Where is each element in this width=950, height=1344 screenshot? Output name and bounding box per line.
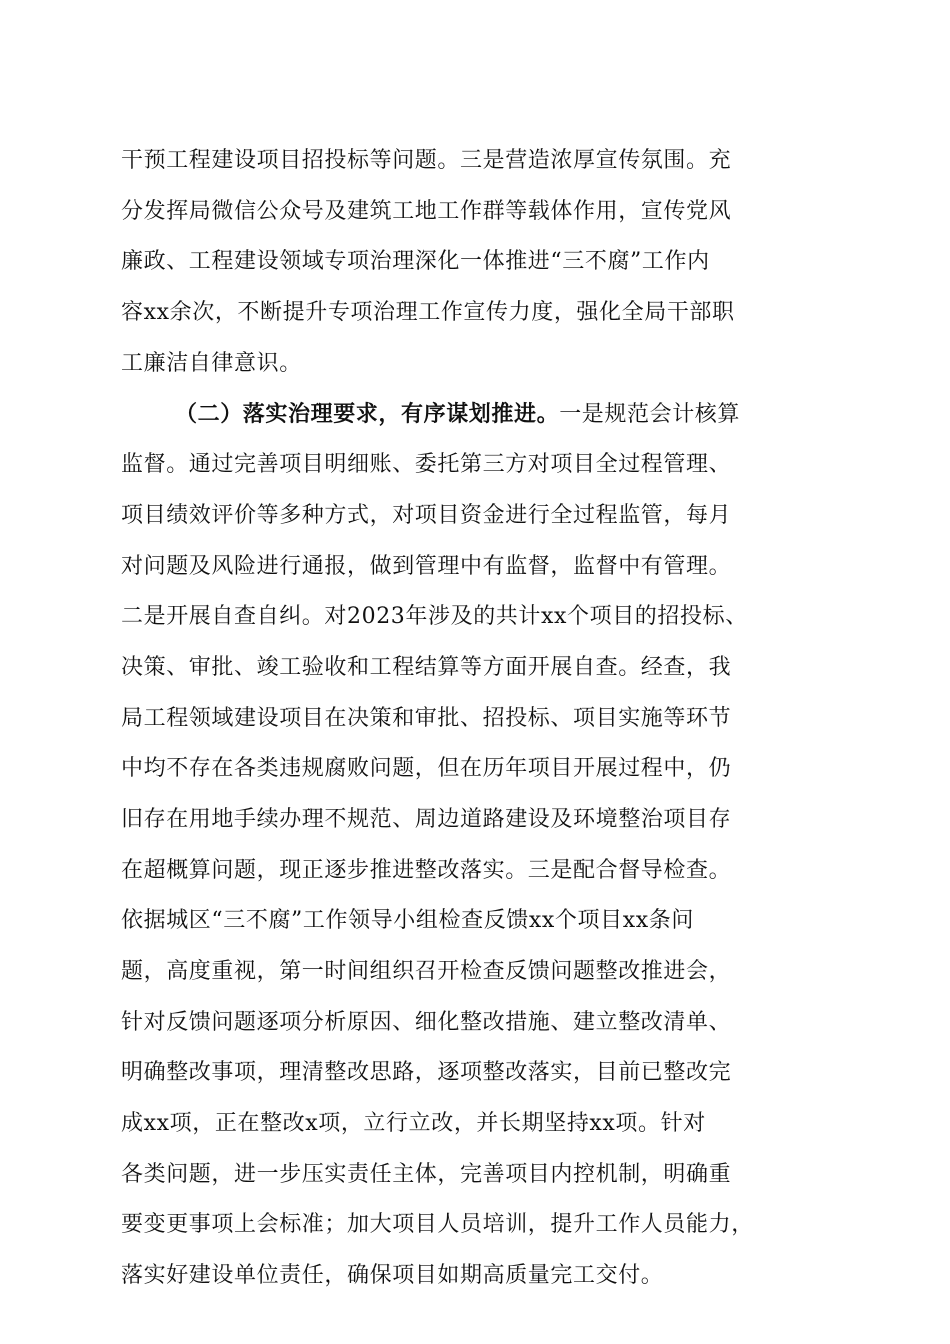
text-line: 要变更事项上会标准；加大项目人员培训，提升工作人员能力，: [121, 1212, 754, 1238]
text-line: 依据城区“三不腐”工作领导小组检查反馈xx个项目xx条问: [121, 908, 694, 934]
text-line: 成xx项，正在整改x项，立行立改，并长期坚持xx项。针对: [121, 1111, 706, 1137]
text-line: 旧存在用地手续办理不规范、周边道路建设及环境整治项目存: [121, 806, 732, 832]
text-line: 中均不存在各类违规腐败问题，但在历年项目开展过程中，仍: [121, 756, 732, 782]
paragraph-1: [121, 136, 841, 389]
text-line: 廉政、工程建设领域专项治理深化一体推进“三不腐”工作内: [121, 249, 710, 275]
text-line: 落实好建设单位责任，确保项目如期高质量完工交付。: [121, 1263, 664, 1289]
text-line: 决策、审批、竣工验收和工程结算等方面开展自查。经查，我: [121, 654, 732, 680]
text-run: 一是规范会计核算: [559, 402, 741, 428]
section-heading: （二）落实治理要求，有序谋划推进。: [175, 401, 560, 428]
text-line: 针对反馈问题逐项分析原因、细化整改措施、建立整改清单、: [121, 1009, 732, 1035]
text-line: 分发挥局微信公众号及建筑工地工作群等载体作用，宣传党风: [121, 198, 732, 224]
text-line: 对问题及风险进行通报，做到管理中有监督，监督中有管理。: [121, 553, 732, 579]
text-line: 局工程领域建设项目在决策和审批、招投标、项目实施等环节: [121, 705, 732, 731]
text-line: 各类问题，进一步压实责任主体，完善项目内控机制，明确重: [121, 1161, 732, 1187]
text-line: 干预工程建设项目招投标等问题。三是营造浓厚宣传氛围。充: [121, 148, 732, 173]
text-line: 明确整改事项，理清整改思路，逐项整改落实，目前已整改完: [121, 1060, 732, 1086]
text-line: 项目绩效评价等多种方式，对项目资金进行全过程监管，每月: [121, 502, 732, 528]
document-body: [121, 136, 841, 1302]
text-line: 在超概算问题，现正逐步推进整改落实。三是配合督导检查。: [121, 857, 732, 883]
text-line: 容xx余次，不断提升专项治理工作宣传力度，强化全局干部职: [121, 300, 735, 326]
text-line: 二是开展自查自纠。对2023年涉及的共计xx个项目的招投标、: [121, 604, 748, 630]
text-line: 题，高度重视，第一时间组织召开检查反馈问题整改推进会，: [121, 959, 732, 984]
text-line: 工廉洁自律意识。: [121, 350, 302, 376]
text-line: 监督。通过完善项目明细账、委托第三方对项目全过程管理、: [121, 452, 732, 478]
paragraph-2: [121, 389, 841, 1301]
paragraph-2-first-line: [121, 389, 841, 440]
